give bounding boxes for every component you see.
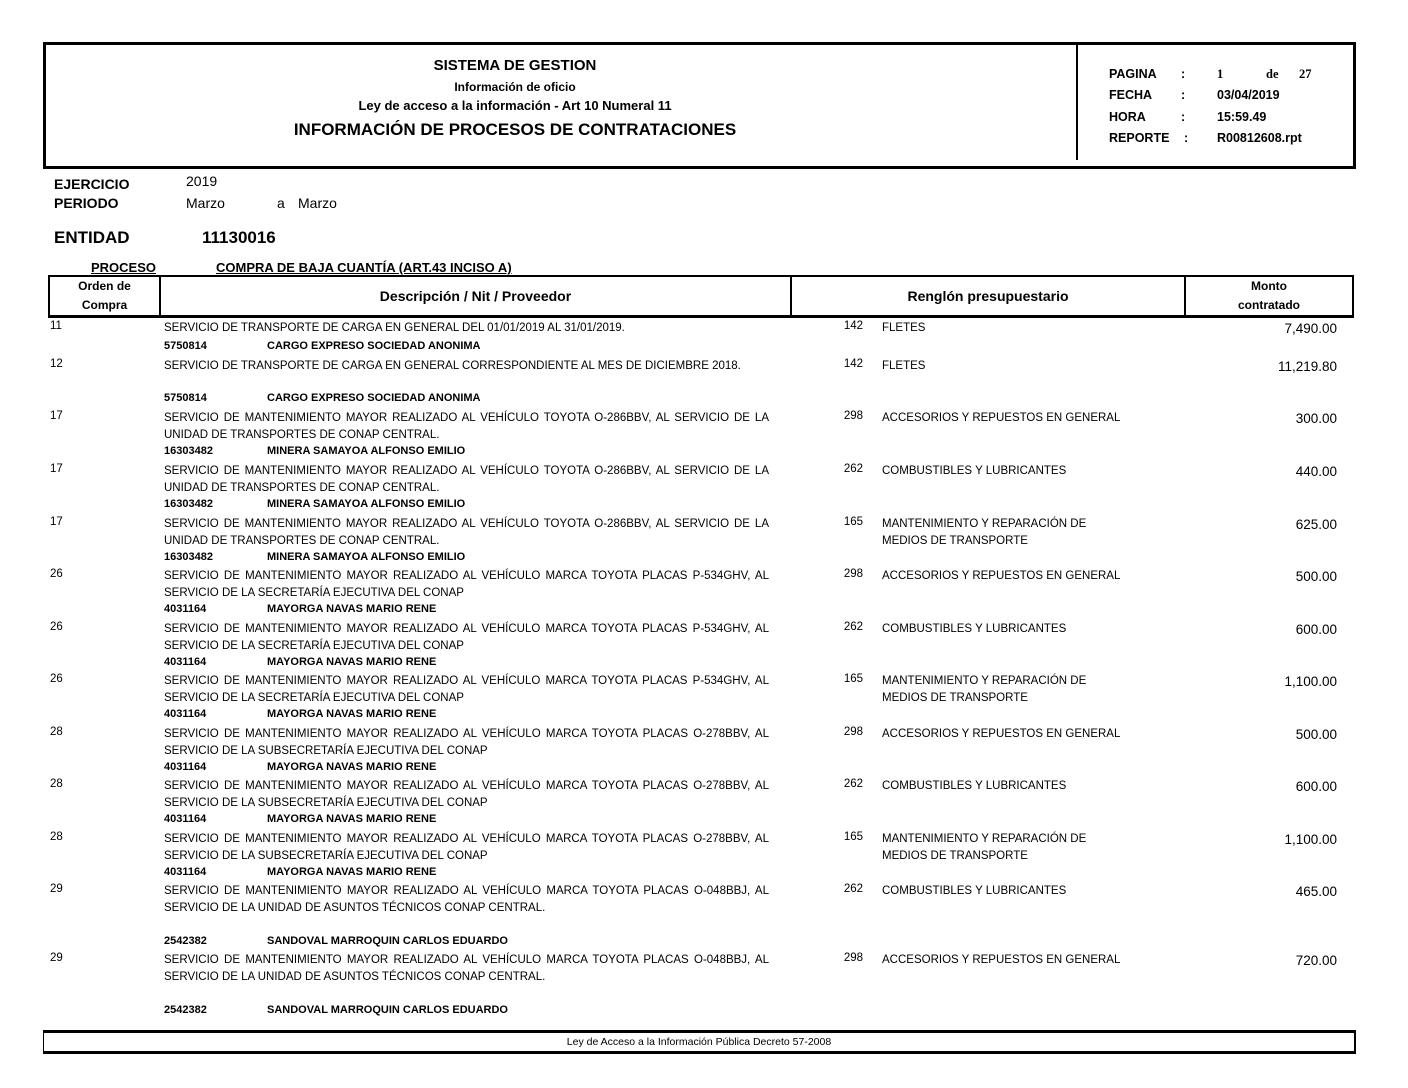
orden-compra: 28 [50,831,63,843]
pagina-label: PAGINA [1109,67,1157,81]
colon: : [1181,88,1186,102]
hora-value: 15:59.49 [1217,110,1267,124]
orden-compra: 26 [50,673,63,685]
monto: 465.00 [1295,884,1337,899]
col-renglon: Renglón presupuestario [907,288,1069,304]
descripcion: SERVICIO DE MANTENIMIENTO MAYOR REALIZADO AL VEHÍCULO MARCA TOYOTA PLACAS O-048BBJ, AL SERVICIO DE LA UNIDAD DE ASUNTOS TÉCNICOS CONAP CENTRAL. [164,885,769,914]
renglon-nombre: FLETES [882,322,926,334]
proveedor: MAYORGA NAVAS MARIO RENE [267,708,437,720]
nit: 4031164 [164,761,207,773]
monto: 500.00 [1295,727,1337,742]
periodo-to: Marzo [298,195,337,211]
col-monto-line1: Monto [1251,279,1287,293]
monto: 500.00 [1295,569,1337,584]
header-divider [1076,45,1078,160]
proveedor: CARGO EXPRESO SOCIEDAD ANONIMA [267,340,481,352]
colon: : [1184,131,1189,145]
reporte-label: REPORTE [1109,131,1170,145]
monto: 1,100.00 [1284,674,1337,689]
orden-compra: 12 [50,358,63,370]
proveedor: CARGO EXPRESO SOCIEDAD ANONIMA [267,392,481,404]
report-subtitle: Información de oficio [454,80,576,94]
renglon-codigo: 298 [843,726,863,738]
proveedor: MINERA SAMAYOA ALFONSO EMILIO [267,445,466,457]
col-monto-line2: contratado [1237,298,1300,312]
system-title: SISTEMA DE GESTION [433,57,597,74]
proceso-value: COMPRA DE BAJA CUANTÍA (ART.43 INCISO A) [216,260,512,275]
ejercicio-value: 2019 [186,173,218,189]
renglon-codigo: 262 [843,463,863,475]
renglon-nombre: MANTENIMIENTO Y REPARACIÓN DE MEDIOS DE TRANSPORTE [882,518,1087,547]
periodo-sep: a [277,195,285,211]
report-title: INFORMACIÓN DE PROCESOS DE CONTRATACIONES [293,120,737,139]
nit: 4031164 [164,603,207,615]
nit: 4031164 [164,708,207,720]
col-orden-line2: Compra [81,298,128,312]
descripcion: SERVICIO DE MANTENIMIENTO MAYOR REALIZADO AL VEHÍCULO TOYOTA O-286BBV, AL SERVICIO DE LA UNIDAD DE TRANSPORTES DE CONAP CENTRAL. [164,518,769,547]
renglon-codigo: 142 [843,320,863,332]
monto: 11,219.80 [1277,359,1337,374]
orden-compra: 11 [50,320,62,332]
nit: 2542382 [164,935,207,947]
nit: 16303482 [164,498,213,510]
orden-compra: 29 [50,883,63,895]
renglon-nombre: COMBUSTIBLES Y LUBRICANTES [882,465,1067,477]
proveedor: MAYORGA NAVAS MARIO RENE [267,656,437,668]
orden-compra: 28 [50,778,63,790]
pagina-value: 1 [1217,67,1224,81]
renglon-codigo: 165 [843,516,863,528]
renglon-nombre: ACCESORIOS Y REPUESTOS EN GENERAL [882,570,1121,582]
orden-compra: 29 [50,952,63,964]
fecha-value: 03/04/2019 [1217,88,1280,102]
col-monto [1186,277,1352,315]
entidad-label: ENTIDAD [54,228,130,247]
renglon-nombre: FLETES [882,360,926,372]
monto: 600.00 [1295,779,1337,794]
proveedor: SANDOVAL MARROQUIN CARLOS EDUARDO [267,935,508,947]
descripcion: SERVICIO DE MANTENIMIENTO MAYOR REALIZADO AL VEHÍCULO MARCA TOYOTA PLACAS O-278BBV, AL SERVICIO DE LA SUBSECRETARÍA EJECUTIVA DEL CONAP [164,728,769,757]
entidad-value: 11130016 [202,228,276,247]
nit: 4031164 [164,656,207,668]
periodo-from: Marzo [186,195,225,211]
renglon-nombre: ACCESORIOS Y REPUESTOS EN GENERAL [882,954,1121,966]
pagina-total: 27 [1299,67,1312,81]
colon: : [1181,67,1186,81]
renglon-codigo: 298 [843,952,863,964]
periodo-label: PERIODO [54,195,119,211]
orden-compra: 26 [50,621,63,633]
descripcion: SERVICIO DE MANTENIMIENTO MAYOR REALIZADO AL VEHÍCULO TOYOTA O-286BBV, AL SERVICIO DE LA UNIDAD DE TRANSPORTES DE CONAP CENTRAL. [164,465,769,494]
page-footer: Ley de Acceso a la Información Pública Decreto 57-2008 [43,1030,1356,1054]
orden-compra: 17 [50,516,63,528]
monto: 300.00 [1295,411,1337,426]
proveedor: MAYORGA NAVAS MARIO RENE [267,813,437,825]
renglon-nombre: MANTENIMIENTO Y REPARACIÓN DE MEDIOS DE TRANSPORTE [882,675,1087,704]
col-orden-compra [50,277,159,315]
descripcion: SERVICIO DE MANTENIMIENTO MAYOR REALIZADO AL VEHÍCULO MARCA TOYOTA PLACAS O-278BBV, AL SERVICIO DE LA SUBSECRETARÍA EJECUTIVA DEL CONAP [164,780,769,809]
colon: : [1181,110,1186,124]
nit: 5750814 [164,392,207,404]
renglon-codigo: 262 [843,778,863,790]
proceso-label: PROCESO [91,260,157,275]
monto: 1,100.00 [1284,832,1337,847]
renglon-codigo: 262 [843,883,863,895]
renglon-codigo: 165 [843,673,863,685]
proveedor: MAYORGA NAVAS MARIO RENE [267,603,437,615]
renglon-codigo: 298 [843,568,863,580]
descripcion: SERVICIO DE MANTENIMIENTO MAYOR REALIZADO AL VEHÍCULO MARCA TOYOTA PLACAS O-048BBJ, AL SERVICIO DE LA UNIDAD DE ASUNTOS TÉCNICOS CONAP CENTRAL. [164,954,769,983]
monto: 600.00 [1295,622,1337,637]
de-label: de [1266,67,1279,81]
monto: 440.00 [1295,464,1337,479]
proveedor: MAYORGA NAVAS MARIO RENE [267,761,437,773]
monto: 7,490.00 [1284,321,1337,336]
col-orden-line1: Orden de [78,279,131,293]
proveedor: MINERA SAMAYOA ALFONSO EMILIO [267,498,466,510]
law-reference: Ley de acceso a la información - Art 10 Numeral 11 [358,98,672,113]
renglon-nombre: COMBUSTIBLES Y LUBRICANTES [882,623,1067,635]
renglon-codigo: 298 [843,410,863,422]
orden-compra: 28 [50,726,63,738]
nit: 4031164 [164,813,207,825]
proveedor: MAYORGA NAVAS MARIO RENE [267,866,437,878]
descripcion: SERVICIO DE MANTENIMIENTO MAYOR REALIZADO AL VEHÍCULO MARCA TOYOTA PLACAS P-534GHV, AL SERVICIO DE LA SECRETARÍA EJECUTIVA DEL CONAP [164,675,769,704]
renglon-codigo: 142 [843,358,863,370]
renglon-nombre: COMBUSTIBLES Y LUBRICANTES [882,885,1067,897]
nit: 16303482 [164,551,213,563]
renglon-codigo: 262 [843,621,863,633]
nit: 16303482 [164,445,213,457]
descripcion: SERVICIO DE TRANSPORTE DE CARGA EN GENERAL CORRESPONDIENTE AL MES DE DICIEMBRE 2018. [164,360,741,372]
renglon-nombre: MANTENIMIENTO Y REPARACIÓN DE MEDIOS DE TRANSPORTE [882,833,1087,862]
renglon-nombre: ACCESORIOS Y REPUESTOS EN GENERAL [882,728,1121,740]
table-header [48,275,1354,318]
renglon-nombre: COMBUSTIBLES Y LUBRICANTES [882,780,1067,792]
descripcion: SERVICIO DE MANTENIMIENTO MAYOR REALIZADO AL VEHÍCULO MARCA TOYOTA PLACAS O-278BBV, AL SERVICIO DE LA SUBSECRETARÍA EJECUTIVA DEL CONAP [164,833,769,862]
renglon-codigo: 165 [843,831,863,843]
nit: 2542382 [164,1004,207,1016]
fecha-label: FECHA [1109,88,1153,102]
nit: 4031164 [164,866,207,878]
reporte-value: R00812608.rpt [1217,131,1302,145]
descripcion: SERVICIO DE MANTENIMIENTO MAYOR REALIZADO AL VEHÍCULO MARCA TOYOTA PLACAS P-534GHV, AL SERVICIO DE LA SECRETARÍA EJECUTIVA DEL CONAP [164,623,769,652]
orden-compra: 17 [50,463,63,475]
descripcion: SERVICIO DE TRANSPORTE DE CARGA EN GENERAL DEL 01/01/2019 AL 31/01/2019. [164,322,625,334]
proveedor: MINERA SAMAYOA ALFONSO EMILIO [267,551,466,563]
ejercicio-label: EJERCICIO [54,176,130,192]
monto: 720.00 [1295,953,1337,968]
descripcion: SERVICIO DE MANTENIMIENTO MAYOR REALIZADO AL VEHÍCULO MARCA TOYOTA PLACAS P-534GHV, AL SERVICIO DE LA SECRETARÍA EJECUTIVA DEL CONAP [164,570,769,599]
orden-compra: 17 [50,410,63,422]
descripcion: SERVICIO DE MANTENIMIENTO MAYOR REALIZADO AL VEHÍCULO TOYOTA O-286BBV, AL SERVICIO DE LA UNIDAD DE TRANSPORTES DE CONAP CENTRAL. [164,412,769,441]
hora-label: HORA [1109,110,1146,124]
monto: 625.00 [1295,517,1337,532]
renglon-nombre: ACCESORIOS Y REPUESTOS EN GENERAL [882,412,1121,424]
nit: 5750814 [164,340,207,352]
proveedor: SANDOVAL MARROQUIN CARLOS EDUARDO [267,1004,508,1016]
orden-compra: 26 [50,568,63,580]
col-descripcion: Descripción / Nit / Proveedor [379,288,572,304]
